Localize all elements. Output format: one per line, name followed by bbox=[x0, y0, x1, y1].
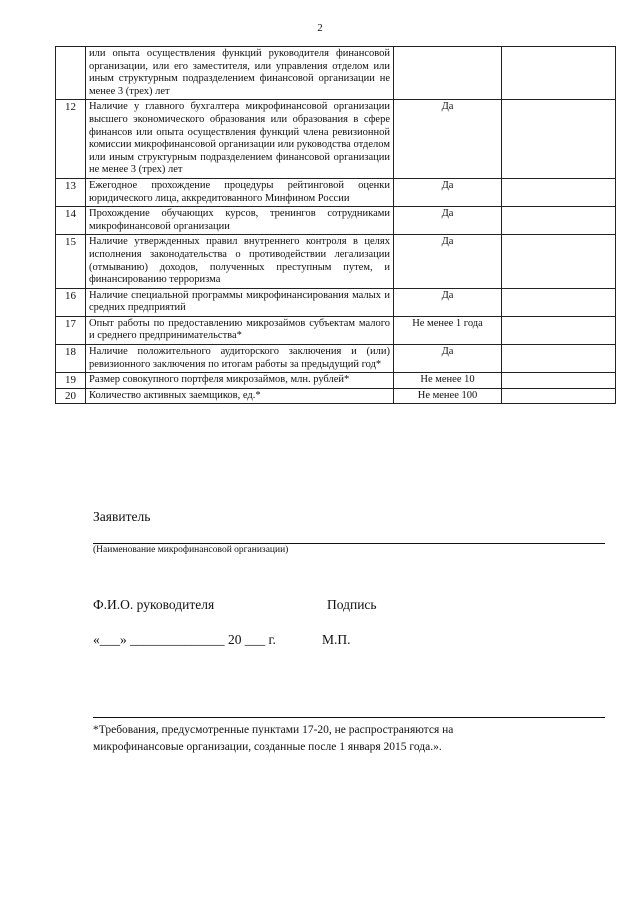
row-number: 13 bbox=[56, 178, 86, 206]
row-value: Да bbox=[394, 235, 502, 288]
table-row bbox=[56, 388, 616, 404]
signature-label: Подпись bbox=[327, 597, 377, 612]
row-empty-cell bbox=[502, 235, 616, 288]
row-value: Да bbox=[394, 207, 502, 235]
footnote: *Требования, предусмотренные пунктами 17-20, не распространяются на микрофинансовые организации, созданные после 1 января 2015 года.». bbox=[93, 724, 454, 753]
row-description: Наличие утвержденных правил внутреннего контроля в целях исполнения законодательства о противодействии легализации (отмыванию) доходов, полученных преступным путем, и финансированию терроризма bbox=[86, 235, 394, 288]
row-empty-cell bbox=[502, 388, 616, 404]
footnote-separator bbox=[93, 717, 605, 718]
row-value: Не менее 100 bbox=[394, 388, 502, 404]
table-row bbox=[56, 345, 616, 373]
row-description: Наличие у главного бухгалтера микрофинансовой организации высшего экономического образования или образования в сфере финансов или опыта осуществления функций члена ревизионной комиссии микрофинансовой организации или руководства отделом или иным структурным подразделением финансовой организации не менее 3 (трех) лет bbox=[86, 100, 394, 179]
row-number bbox=[56, 47, 86, 100]
org-name-line bbox=[93, 543, 605, 544]
head-name-label: Ф.И.О. руководителя bbox=[93, 597, 215, 612]
date-line: «___» ______________ 20 ___ г. bbox=[93, 632, 276, 647]
seal-label: М.П. bbox=[322, 632, 351, 647]
page-number: 2 bbox=[317, 22, 323, 34]
row-number: 12 bbox=[56, 100, 86, 179]
row-description: Количество активных заемщиков, ед.* bbox=[86, 388, 394, 404]
table-row bbox=[56, 316, 616, 344]
row-empty-cell bbox=[502, 47, 616, 100]
row-number: 14 bbox=[56, 207, 86, 235]
table-row bbox=[56, 178, 616, 206]
row-empty-cell bbox=[502, 345, 616, 373]
row-description: Ежегодное прохождение процедуры рейтинговой оценки юридического лица, аккредитованного Минфином России bbox=[86, 178, 394, 206]
row-empty-cell bbox=[502, 373, 616, 389]
requirements-table bbox=[55, 46, 616, 404]
row-value: Да bbox=[394, 288, 502, 316]
row-number: 17 bbox=[56, 316, 86, 344]
org-name-caption: (Наименование микрофинансовой организации) bbox=[93, 545, 289, 555]
row-empty-cell bbox=[502, 288, 616, 316]
row-number: 16 bbox=[56, 288, 86, 316]
table-row bbox=[56, 235, 616, 288]
row-empty-cell bbox=[502, 178, 616, 206]
applicant-label: Заявитель bbox=[93, 509, 151, 524]
row-value: Да bbox=[394, 178, 502, 206]
table-row bbox=[56, 288, 616, 316]
row-value: Не менее 10 bbox=[394, 373, 502, 389]
row-description: Наличие положительного аудиторского заключения и (или) ревизионного заключения по итогам работы за предыдущий год* bbox=[86, 345, 394, 373]
row-empty-cell bbox=[502, 316, 616, 344]
table-row bbox=[56, 373, 616, 389]
row-value: Не менее 1 года bbox=[394, 316, 502, 344]
row-description: Опыт работы по предоставлению микрозаймов субъектам малого и среднего предпринимательства* bbox=[86, 316, 394, 344]
table-row bbox=[56, 47, 616, 100]
row-number: 20 bbox=[56, 388, 86, 404]
table-row bbox=[56, 207, 616, 235]
row-value: Да bbox=[394, 100, 502, 179]
row-value: Да bbox=[394, 345, 502, 373]
row-description: или опыта осуществления функций руководителя финансовой организации, или его заместителя, или управления отделом или иным структурным подразделением финансовой организации не менее 3 (трех) лет bbox=[86, 47, 394, 100]
row-empty-cell bbox=[502, 100, 616, 179]
row-number: 18 bbox=[56, 345, 86, 373]
row-value bbox=[394, 47, 502, 100]
row-description: Прохождение обучающих курсов, тренингов сотрудниками микрофинансовой организации bbox=[86, 207, 394, 235]
row-number: 15 bbox=[56, 235, 86, 288]
row-description: Размер совокупного портфеля микрозаймов, млн. рублей* bbox=[86, 373, 394, 389]
table-row bbox=[56, 100, 616, 179]
row-number: 19 bbox=[56, 373, 86, 389]
row-description: Наличие специальной программы микрофинансирования малых и средних предприятий bbox=[86, 288, 394, 316]
row-empty-cell bbox=[502, 207, 616, 235]
